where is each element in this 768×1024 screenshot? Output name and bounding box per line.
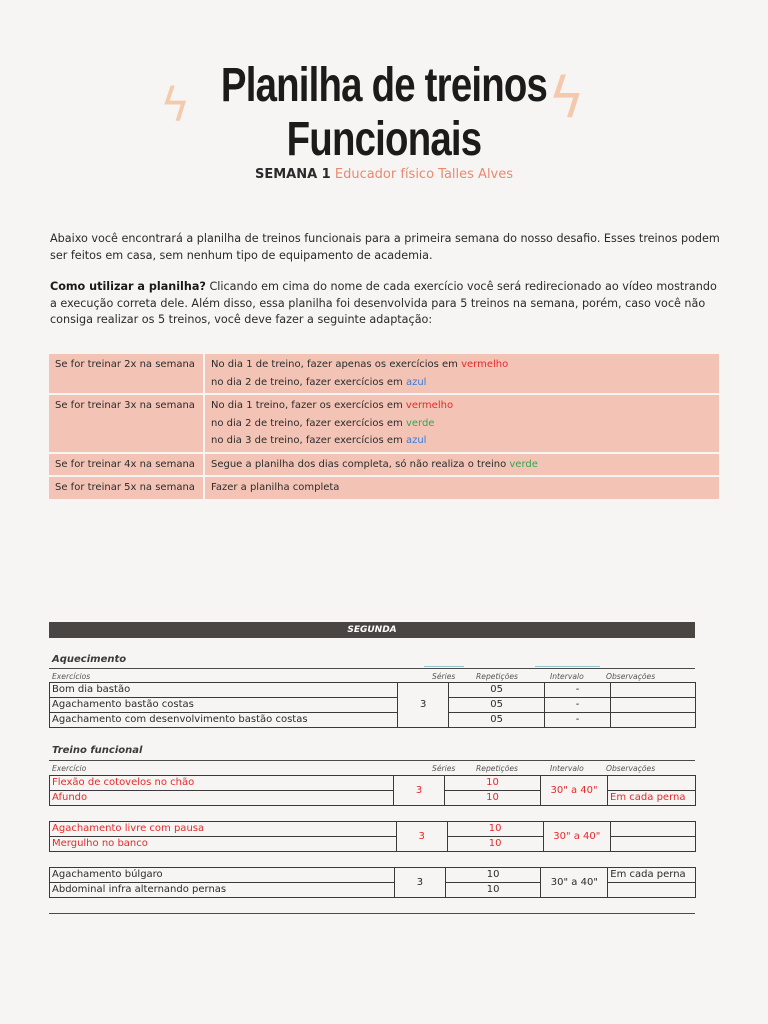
series-cell: 3 <box>394 776 445 806</box>
warmup-title: Aquecimento <box>52 654 127 665</box>
interval-cell: - <box>545 698 611 713</box>
reps-cell: 10 <box>445 868 541 883</box>
divider-accent <box>535 666 600 667</box>
column-header-reps: Repetições <box>476 764 518 773</box>
adaptation-row-5x <box>49 477 719 499</box>
series-cell: 3 <box>398 683 449 728</box>
adaptation-text: Fazer a planilha completa <box>205 477 719 499</box>
adaptation-row-4x <box>49 454 719 476</box>
interval-cell: 30" a 40" <box>541 776 608 806</box>
exercise-link[interactable]: Abdominal infra alternando pernas <box>50 883 395 898</box>
adaptation-label: Se for treinar 4x na semana <box>49 454 205 476</box>
exercise-link[interactable]: Agachamento búlgaro <box>50 868 395 883</box>
exercise-link[interactable]: Flexão de cotovelos no chão <box>50 776 394 791</box>
column-header-reps: Repetições <box>476 672 518 681</box>
table-row <box>50 713 696 728</box>
adaptation-text: No dia 1 de treino, fazer apenas os exercícios em vermelho no dia 2 de treino, fazer exercícios em azul <box>205 354 719 393</box>
column-header-notes: Observações <box>606 764 656 773</box>
table-row <box>50 698 696 713</box>
functional-block-2 <box>49 821 696 852</box>
series-cell: 3 <box>396 822 447 852</box>
divider <box>49 913 695 914</box>
reps-cell: 10 <box>445 883 541 898</box>
reps-cell: 10 <box>447 837 543 852</box>
exercise-link[interactable]: Agachamento livre com pausa <box>50 822 397 837</box>
notes-cell <box>608 883 696 898</box>
adaptation-row-2x <box>49 354 719 393</box>
column-header-exercise: Exercícios <box>52 672 91 681</box>
interval-cell: 30" a 40" <box>543 822 610 852</box>
adaptation-label: Se for treinar 5x na semana <box>49 477 205 499</box>
divider <box>49 760 695 761</box>
reps-cell: 10 <box>444 776 540 791</box>
notes-cell <box>610 683 695 698</box>
page-title-line-1: Planilha de treinos <box>220 59 548 112</box>
adaptation-table <box>49 352 719 501</box>
divider-accent <box>424 666 464 667</box>
exercise-link[interactable]: Bom dia bastão <box>50 683 398 698</box>
interval-cell: 30" a 40" <box>541 868 608 898</box>
reps-cell: 05 <box>448 683 544 698</box>
lightning-bolt-right-icon: ϟ <box>548 66 585 131</box>
reps-cell: 05 <box>448 698 544 713</box>
notes-cell: Em cada perna <box>608 868 696 883</box>
reps-cell: 10 <box>447 822 543 837</box>
page-title-line-2: Funcionais <box>286 113 482 166</box>
exercise-link[interactable]: Agachamento com desenvolvimento bastão costas <box>50 713 398 728</box>
lightning-bolt-left-icon: ϟ <box>160 78 191 132</box>
exercise-link[interactable]: Afundo <box>50 791 394 806</box>
table-row <box>50 822 696 837</box>
adaptation-text: Segue a planilha dos dias completa, só não realiza o treino verde <box>205 454 719 476</box>
week-label: SEMANA 1 <box>254 167 331 182</box>
column-header-series: Séries <box>432 764 456 773</box>
column-header-interval: Intervalo <box>550 764 584 773</box>
column-header-notes: Observações <box>606 672 656 681</box>
adaptation-label: Se for treinar 2x na semana <box>49 354 205 393</box>
interval-cell: - <box>545 683 611 698</box>
notes-cell <box>610 698 695 713</box>
day-header-bar: SEGUNDA <box>49 622 695 638</box>
table-row <box>50 683 696 698</box>
divider <box>49 668 695 669</box>
subtitle <box>0 167 768 182</box>
table-row <box>50 776 696 791</box>
reps-cell: 05 <box>448 713 544 728</box>
column-header-exercise: Exercício <box>52 764 87 773</box>
adaptation-text: No dia 1 treino, fazer os exercícios em vermelho no dia 2 de treino, fazer exercícios em verde no dia 3 de treino, fazer exercícios em azul <box>205 395 719 452</box>
column-header-series: Séries <box>432 672 456 681</box>
interval-cell: - <box>545 713 611 728</box>
table-row <box>50 868 696 883</box>
howto-label: Como utilizar a planilha? <box>50 280 206 293</box>
notes-cell <box>610 837 695 852</box>
column-header-interval: Intervalo <box>550 672 584 681</box>
howto-paragraph <box>50 279 720 329</box>
notes-cell <box>608 776 696 791</box>
notes-cell <box>610 822 695 837</box>
functional-title: Treino funcional <box>52 745 143 756</box>
functional-block-1 <box>49 775 696 806</box>
notes-cell: Em cada perna <box>608 791 696 806</box>
howto-text: Clicando em cima do nome de cada exercício você será redirecionado ao vídeo mostrando a execução correta dele. Além disso, essa planilha foi desenvolvida para 5 treinos na semana, porém, caso você não consiga realizar os 5 treinos, você deve fazer a seguinte adaptação: <box>50 280 717 326</box>
adaptation-label: Se for treinar 3x na semana <box>49 395 205 452</box>
coach-name: Educador físico Talles Alves <box>334 167 514 182</box>
exercise-link[interactable]: Agachamento bastão costas <box>50 698 398 713</box>
adaptation-row-3x <box>49 395 719 452</box>
intro-paragraph: Abaixo você encontrará a planilha de treinos funcionais para a primeira semana do nosso desafio. Esses treinos podem ser feitos em casa, sem nenhum tipo de equipamento de academia. <box>50 232 720 262</box>
reps-cell: 10 <box>444 791 540 806</box>
notes-cell <box>610 713 695 728</box>
functional-block-3 <box>49 867 696 898</box>
exercise-link[interactable]: Mergulho no banco <box>50 837 397 852</box>
warmup-table <box>49 682 696 728</box>
series-cell: 3 <box>395 868 445 898</box>
